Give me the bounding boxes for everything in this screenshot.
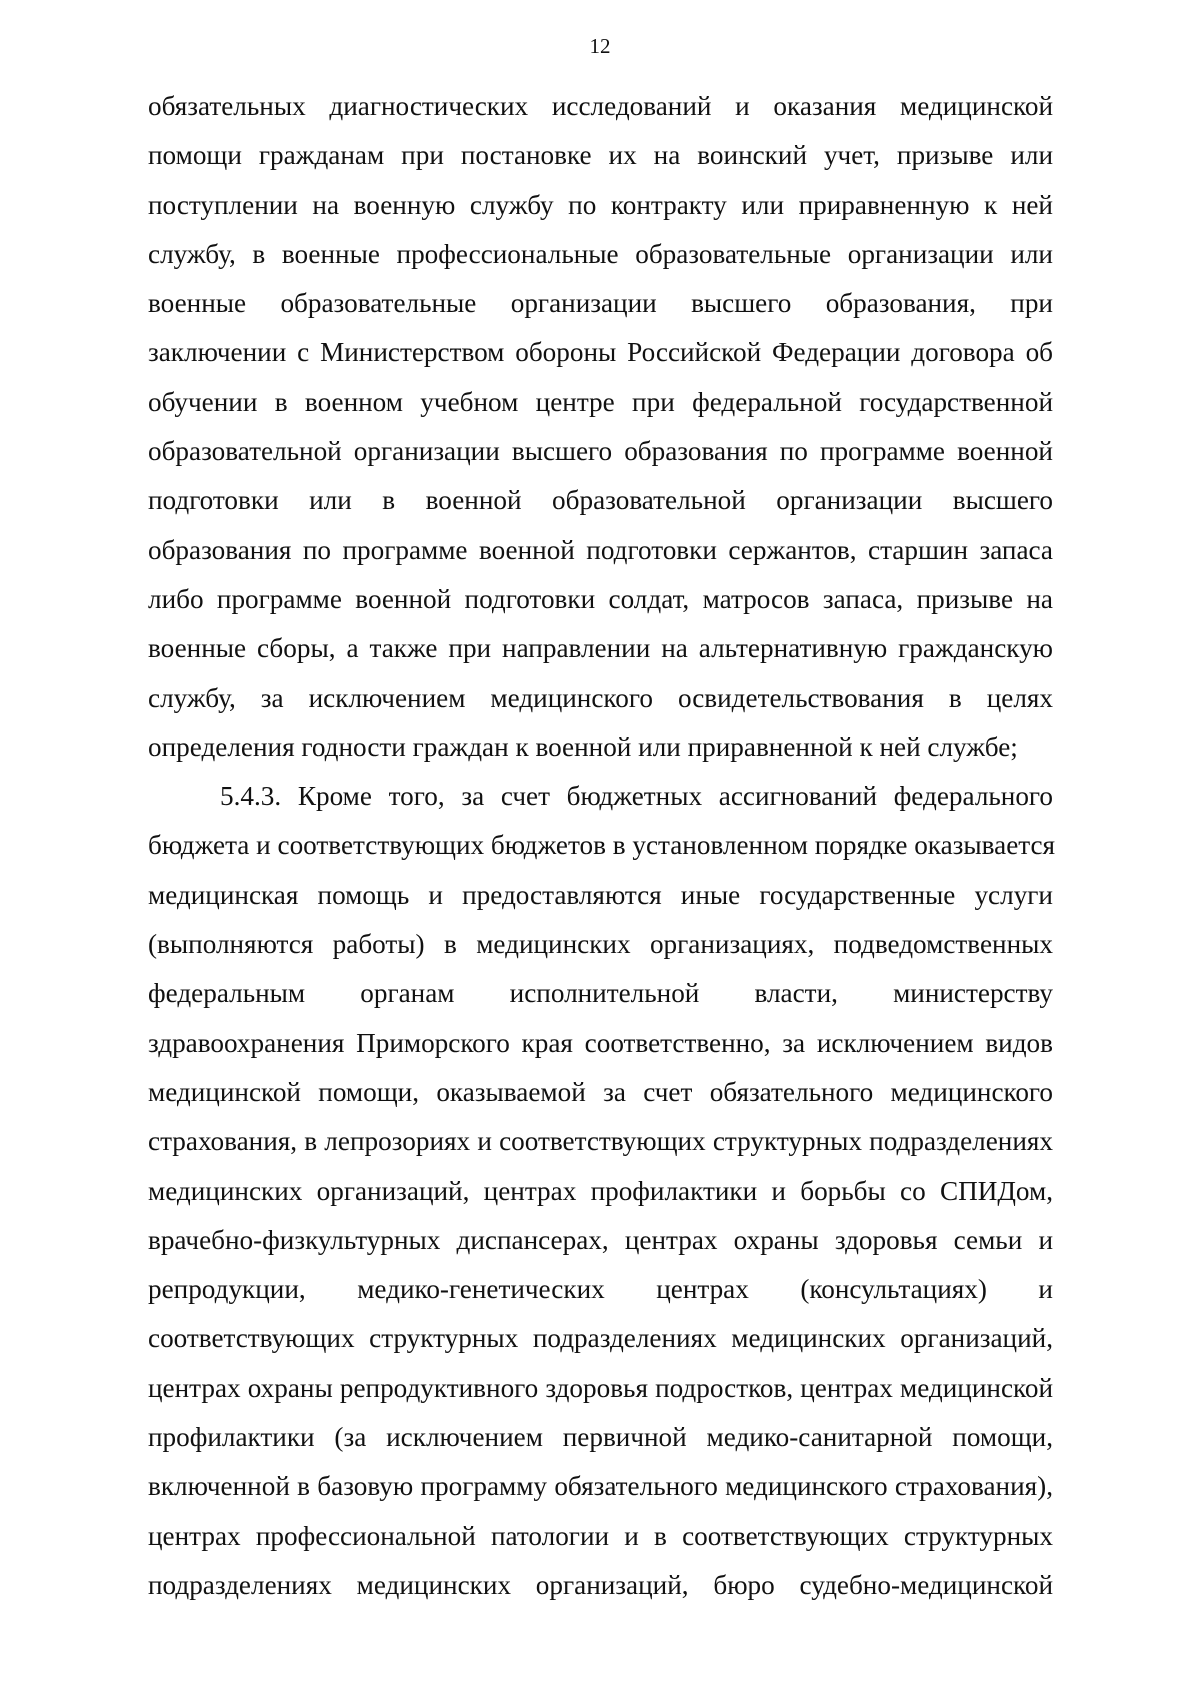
text-line: службу, за исключением медицинского освидетельствования в целях [148, 682, 1053, 713]
text-line: федеральным органам исполнительной власти, министерству [148, 978, 1053, 1009]
text-line: обязательных диагностических исследований и оказания медицинской [148, 91, 1053, 121]
text-line: военные образовательные организации высшего образования, при [148, 288, 1053, 319]
text-line: поступлении на военную службу по контракту или приравненную к ней [148, 189, 1053, 220]
text-line: страхования, в лепрозориях и соответствующих структурных подразделениях [148, 1126, 1053, 1157]
text-line: подготовки или в военной образовательной организации высшего [148, 485, 1053, 516]
body-text [148, 82, 1056, 1610]
text-line: обучении в военном учебном центре при федеральной государственной [148, 386, 1053, 417]
text-line: здравоохранения Приморского края соответственно, за исключением видов [148, 1027, 1053, 1058]
text-line: помощи гражданам при постановке их на воинский учет, призыве или [148, 140, 1053, 171]
text-line: профилактики (за исключением первичной медико-санитарной помощи, [148, 1422, 1053, 1453]
text-line: службу, в военные профессиональные образовательные организации или [148, 238, 1053, 269]
text-line: определения годности граждан к военной или приравненной к ней службе; [148, 731, 1018, 762]
page-number: 12 [589, 34, 611, 58]
text-line: центрах охраны репродуктивного здоровья подростков, центрах медицинской [148, 1372, 1053, 1403]
text-line: бюджета и соответствующих бюджетов в установленном порядке оказывается [148, 830, 1056, 861]
text-line: образовательной организации высшего образования по программе военной [148, 436, 1053, 467]
text-line: врачебно-физкультурных диспансерах, центрах охраны здоровья семьи и [148, 1224, 1053, 1255]
text-line: соответствующих структурных подразделениях медицинских организаций, [148, 1323, 1053, 1354]
text-line: заключении с Министерством обороны Российской Федерации договора об [148, 337, 1053, 368]
text-line: 5.4.3. Кроме того, за счет бюджетных ассигнований федерального [220, 781, 1053, 812]
text-line: либо программе военной подготовки солдат, матросов запаса, призыве на [148, 583, 1053, 614]
text-line: центрах профессиональной патологии и в соответствующих структурных [148, 1520, 1053, 1551]
text-line: медицинской помощи, оказываемой за счет обязательного медицинского [148, 1076, 1053, 1107]
text-line: медицинских организаций, центрах профилактики и борьбы со СПИДом, [148, 1175, 1053, 1206]
text-line: включенной в базовую программу обязательного медицинского страхования), [148, 1471, 1053, 1502]
text-line: медицинская помощь и предоставляются иные государственные услуги [148, 879, 1053, 910]
text-line: образования по программе военной подготовки сержантов, старшин запаса [148, 534, 1053, 565]
text-line: военные сборы, а также при направлении на альтернативную гражданскую [148, 633, 1053, 664]
text-line: репродукции, медико-генетических центрах (консультациях) и [148, 1274, 1053, 1305]
text-line: подразделениях медицинских организаций, бюро судебно-медицинской [148, 1569, 1053, 1600]
text-line: (выполняются работы) в медицинских организациях, подведомственных [148, 929, 1053, 960]
